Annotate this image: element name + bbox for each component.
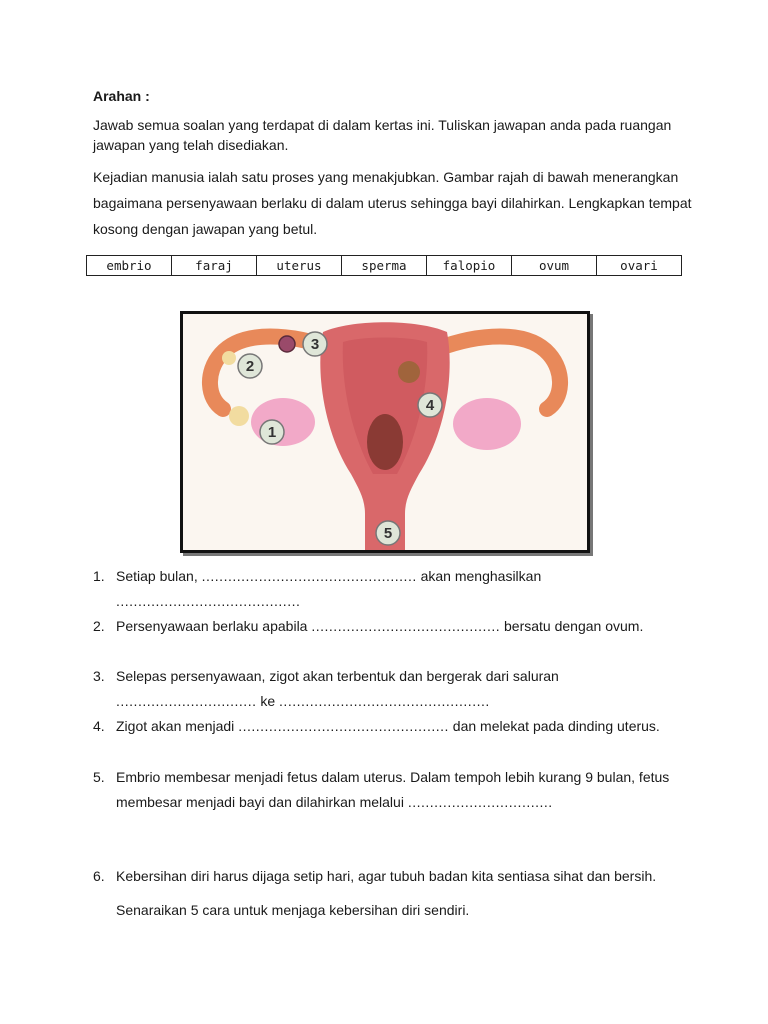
right-fallopian-tube	[437, 337, 560, 410]
intro-paragraph: Kejadian manusia ialah satu proses yang menakjubkan. Gambar rajah di bawah menerangkan bagaimana persenyawaan berlaku di dalam uterus sehingga bayi dilahirkan. Lengkapkan tempat kosong dengan jawapan yang betul.	[93, 169, 692, 237]
word-bank-cell: embrio	[87, 256, 172, 276]
label-5: 5	[383, 525, 393, 542]
label-badge-2	[238, 354, 262, 378]
question-1	[93, 564, 693, 614]
question-text: Persenyawaan berlaku apabila	[116, 618, 312, 634]
ovum-cell	[279, 336, 295, 352]
label-2: 2	[245, 358, 255, 375]
instructions-paragraph: Jawab semua soalan yang terdapat di dalam kertas ini. Tuliskan jawapan anda pada ruangan jawapan yang telah disediakan.	[93, 117, 672, 153]
answer-blank[interactable]: ................................	[116, 693, 257, 709]
label-badge-3	[303, 332, 327, 356]
answer-blank[interactable]: .................................................	[201, 568, 417, 584]
answer-blank[interactable]: ..........................................	[116, 593, 301, 609]
question-number: 5.	[93, 769, 105, 785]
left-ovary	[251, 398, 315, 446]
label-badge-5	[376, 521, 400, 545]
question-text: ke	[256, 693, 280, 709]
label-badge-4	[418, 393, 442, 417]
reproductive-system-diagram	[180, 311, 590, 553]
right-ovary	[453, 398, 521, 450]
question-5	[93, 765, 693, 815]
question-text: Kebersihan diri harus dijaga setip hari, agar tubuh badan kita sentiasa sihat dan bersih. Senaraikan 5 cara untuk menjaga kebersihan diri sendiri.	[116, 868, 657, 918]
word-bank-cell: ovum	[512, 256, 597, 276]
egg-left-upper	[222, 351, 236, 365]
word-bank-cell: ovari	[597, 256, 682, 276]
question-text: Zigot akan menjadi	[116, 718, 239, 734]
question-number: 4.	[93, 718, 105, 734]
label-4: 4	[425, 397, 435, 414]
question-3	[93, 664, 693, 714]
question-text: Setiap bulan,	[116, 568, 202, 584]
question-text: bersatu dengan ovum.	[500, 618, 644, 634]
question-text: akan menghasilkan	[416, 568, 542, 584]
question-number: 2.	[93, 618, 105, 634]
question-number: 6.	[93, 868, 105, 884]
egg-left-lower	[229, 406, 249, 426]
question-2	[93, 614, 693, 639]
word-bank-cell: faraj	[172, 256, 257, 276]
instructions-heading: Arahan :	[93, 88, 150, 104]
question-text: Selepas persenyawaan, zigot akan terbentuk dan bergerak dari saluran	[116, 668, 559, 684]
label-3: 3	[310, 336, 320, 353]
answer-blank[interactable]: ...........................................	[311, 618, 501, 634]
word-bank-cell: sperma	[342, 256, 427, 276]
answer-blank[interactable]: ................................................	[279, 693, 490, 709]
label-1: 1	[267, 424, 277, 441]
word-bank-row	[87, 256, 682, 276]
uterus-illustration	[183, 314, 587, 550]
question-number: 1.	[93, 568, 105, 584]
question-6	[93, 859, 693, 927]
question-4	[93, 714, 693, 739]
word-bank-cell: falopio	[427, 256, 512, 276]
question-text: Embrio membesar menjadi fetus dalam uterus. Dalam tempoh lebih kurang 9 bulan, fetus membesar menjadi bayi dan dilahirkan melalui	[116, 769, 670, 810]
question-text: dan melekat pada dinding uterus.	[448, 718, 660, 734]
developing-cell	[398, 361, 420, 383]
word-bank-table	[86, 255, 682, 276]
answer-blank[interactable]: .................................	[407, 794, 553, 810]
embryo-figure	[367, 414, 403, 470]
question-number: 3.	[93, 668, 105, 684]
answer-blank[interactable]: ................................................	[238, 718, 449, 734]
label-badge-1	[260, 420, 284, 444]
word-bank-cell: uterus	[257, 256, 342, 276]
